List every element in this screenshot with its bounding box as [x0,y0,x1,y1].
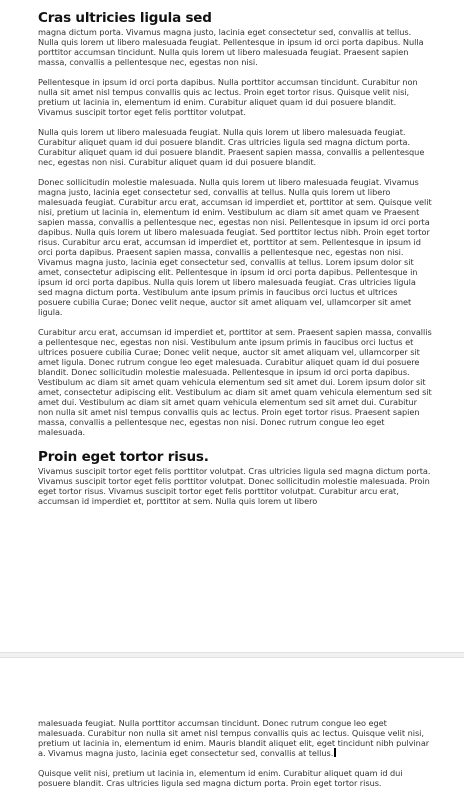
paragraph-text: malesuada feugiat. Nulla porttitor accumsan tincidunt. Donec rutrum congue leo eget malesuada. Curabitur non nulla sit amet nisl tempus convallis quis ac lectus. Quisque velit nisi, pretium ut lacinia in, elementum id enim. Mauris blandit aliquet elit, eget tincidunt nibh pulvinar a. Vivamus magna justo, lacinia eget consectetur sed, convallis at tellus. [38,718,430,758]
body-paragraph[interactable]: Nulla quis lorem ut libero malesuada feugiat. Nulla quis lorem ut libero malesuada feugiat. Curabitur aliquet quam id dui posuere blandit. Cras ultricies ligula sed magna dictum porta. Curabitur aliquet quam id dui posuere blandit. Praesent sapien massa, convallis a pellentesque nec, egestas non nisi. Curabitur aliquet quam id dui posuere blandit. [38,127,425,167]
text-cursor [334,748,336,757]
body-paragraph[interactable]: Quisque velit nisi, pretium ut lacinia in, elementum id enim. Curabitur aliquet quam id dui posuere blandit. Cras ultricies ligula sed magna dictum porta. Proin eget tortor risus. [38,768,403,788]
body-paragraph[interactable]: magna dictum porta. Vivamus magna justo, lacinia eget consectetur sed, convallis at tellus. Nulla quis lorem ut libero malesuada feugiat. Pellentesque in ipsum id orci porta dapibus. Nulla porttitor accumsan tincidunt. Nulla quis lorem ut libero malesuada feugiat. Praesent sapien massa, convallis a pellentesque nec, egestas non nisi. [38,27,424,67]
document-page-2 [0,658,464,800]
body-paragraph[interactable]: Vivamus suscipit tortor eget felis porttitor volutpat. Cras ultricies ligula sed magna dictum porta. Vivamus suscipit tortor eget felis porttitor volutpat. Donec sollicitudin molestie malesuada. Proin eget tortor risus. Vivamus suscipit tortor eget felis porttitor volutpat. Curabitur arcu erat, accumsan id imperdiet et, porttitor at sem. Nulla quis lorem ut libero [38,466,431,506]
page-1-content [38,10,432,516]
section-heading-cras-ultricies: Cras ultricies ligula sed [38,10,212,26]
page-2-content [38,718,432,798]
section-heading-proin-eget: Proin eget tortor risus. [38,449,209,465]
body-paragraph[interactable]: Pellentesque in ipsum id orci porta dapibus. Nulla porttitor accumsan tincidunt. Curabitur non nulla sit amet nisl tempus convallis quis ac lectus. Proin eget tortor risus. Quisque velit nisi, pretium ut lacinia in, elementum id enim. Curabitur aliquet quam id dui posuere blandit. Vivamus suscipit tortor eget felis porttitor volutpat. [38,77,418,117]
body-paragraph[interactable]: Donec sollicitudin molestie malesuada. Nulla quis lorem ut libero malesuada feugiat. Vivamus magna justo, lacinia eget consectetur sed, convallis at tellus. Nulla quis lorem ut libero malesuada feugiat. Curabitur arcu erat, accumsan id imperdiet et, porttitor at sem. Quisque velit nisi, pretium ut lacinia in, elementum id enim. Vestibulum ac diam sit amet quam ve Praesent sapien massa, convallis a pellentesque nec, egestas non nisi. Pellentesque in ipsum id orci porta dapibus. Nulla quis lorem ut libero malesuada feugiat. Sed porttitor lectus nibh. Proin eget tortor risus. Curabitur arcu erat, accumsan id imperdiet et, porttitor at sem. Pellentesque in ipsum id orci porta dapibus. Praesent sapien massa, convallis a pellentesque nec, egestas non nisi. Vivamus magna justo, lacinia eget consectetur sed, convallis at tellus. Lorem ipsum dolor sit amet, consectetur adipiscing elit. Pellentesque in ipsum id orci porta dapibus. Pellentesque in ipsum id orci porta dapibus. Nulla quis lorem ut libero malesuada feugiat. Cras ultricies ligula sed magna dictum porta. Vestibulum ante ipsum primis in faucibus orci luctus et ultrices posuere cubilia Curae; Donec velit neque, auctor sit amet aliquam vel, ullamcorper sit amet ligula. [38,177,432,317]
body-paragraph[interactable] [38,718,432,758]
body-paragraph[interactable]: Curabitur arcu erat, accumsan id imperdiet et, porttitor at sem. Praesent sapien massa, convallis a pellentesque nec, egestas non nisi. Vestibulum ante ipsum primis in faucibus orci luctus et ultrices posuere cubilia Curae; Donec velit neque, auctor sit amet aliquam vel, ullamcorper sit amet ligula. Donec rutrum congue leo eget malesuada. Curabitur aliquet quam id dui posuere blandit. Donec sollicitudin molestie malesuada. Pellentesque in ipsum id orci porta dapibus. Vestibulum ac diam sit amet quam vehicula elementum sed sit amet dui. Lorem ipsum dolor sit amet, consectetur adipiscing elit. Vestibulum ac diam sit amet quam vehicula elementum sed sit amet dui. Vestibulum ac diam sit amet quam vehicula elementum sed sit amet dui. Curabitur non nulla sit amet nisl tempus convallis quis ac lectus. Proin eget tortor risus. Praesent sapien massa, convallis a pellentesque nec, egestas non nisi. Donec rutrum congue leo eget malesuada. [38,327,432,437]
